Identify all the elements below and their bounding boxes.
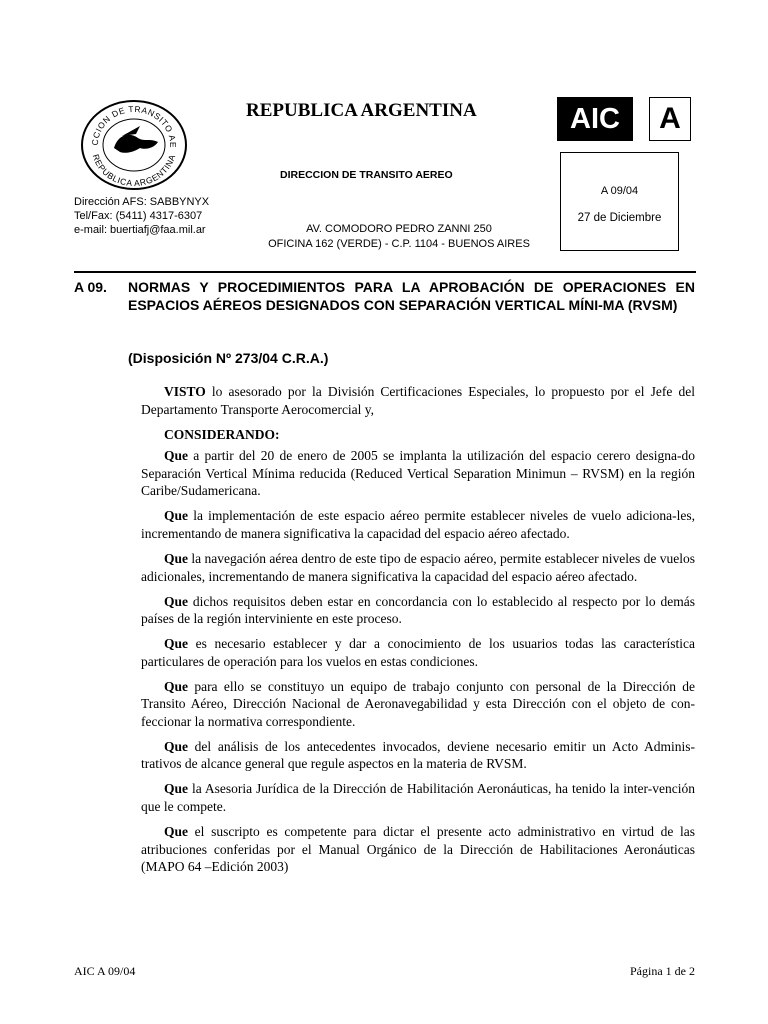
- header-divider: [74, 271, 696, 273]
- document-body: [141, 383, 695, 883]
- que-paragraph: Que el suscripto es competente para dictar el presente acto administrativo en virtud de las atribuciones conferidas por el Manual Orgánico de la Dirección de Habilitaciones Aeronáuticas (MAPO 64 –Edición 2003): [141, 823, 695, 875]
- que-paragraph: Que es necesario establecer y dar a conocimiento de los usuarios todas las característica particulares de operación para los vuelos en estas condiciones.: [141, 636, 695, 669]
- logo-bottom-text: REPUBLICA ARGENTINA: [90, 152, 178, 189]
- issue-date: 27 de Diciembre: [577, 212, 662, 224]
- issue-number: A 09/04: [600, 185, 639, 197]
- considerando-heading: CONSIDERANDO:: [164, 426, 280, 442]
- contact-afs: Dirección AFS: SABBYNYX: [74, 196, 210, 208]
- address-line-1: AV. COMODORO PEDRO ZANNI 250: [306, 223, 492, 235]
- que-paragraph: Que a partir del 20 de enero de 2005 se implanta la utilización del espacio cerero designa-do Separación Vertical Mínima reducida (Reduced Vertical Separation Minimun – RVSM) en la región Caribe/Sudamericana.: [141, 448, 695, 499]
- section-title: NORMAS Y PROCEDIMIENTOS PARA LA APROBACIÓN DE OPERACIONES EN ESPACIOS AÉREOS DESIGNADOS CON SEPARACIÓN VERTICAL MÍNI-MA (RVSM): [128, 279, 695, 313]
- address-block: [258, 222, 540, 251]
- contact-block: [74, 195, 209, 237]
- footer-document-id: AIC A 09/04: [74, 964, 136, 978]
- disposition-reference: (Disposición Nº 273/04 C.R.A.): [128, 350, 329, 366]
- que-paragraph: Que dichos requisitos deben estar en concordancia con lo establecido al respecto por lo demás países de la región interviniente en este proceso.: [141, 593, 695, 627]
- que-paragraph: Que la navegación aérea dentro de este tipo de espacio aéreo, permite establecer niveles de vuelos adicionales, incrementando de manera significativa la capacidad del espacio aéreo afectado.: [141, 550, 695, 584]
- que-paragraph: Que del análisis de los antecedentes invocados, deviene necesario emitir un Acto Adminis-trativos de alcance general que regule aspectos en la materia de RVSM.: [141, 738, 695, 772]
- page-title: REPUBLICA ARGENTINA: [246, 100, 477, 121]
- footer-page-number: Página 1 de 2: [630, 964, 695, 978]
- department-subtitle: DIRECCION DE TRANSITO AEREO: [280, 169, 453, 181]
- aic-badge: AIC: [557, 97, 633, 141]
- contact-email: e-mail: buertiafj@faa.mil.ar: [74, 224, 206, 236]
- visto-keyword: VISTO: [164, 384, 206, 399]
- contact-telfax: Tel/Fax: (5411) 4317-6307: [74, 210, 203, 222]
- visto-text: lo asesorado por la División Certificaciones Especiales, lo propuesto por el Jefe del Departamento Transporte Aerocomercial y,: [141, 384, 695, 417]
- address-line-2: OFICINA 162 (VERDE) - C.P. 1104 - BUENOS AIRES: [268, 237, 530, 250]
- series-badge: A: [649, 97, 691, 141]
- visto-paragraph: [141, 383, 695, 418]
- logo-top-text: CCION DE TRANSITO AE: [89, 103, 179, 149]
- que-paragraph: Que la implementación de este espacio aéreo permite establecer niveles de vuelo adiciona-les, incrementando de manera significativa la capacidad del espacio aéreo afectado.: [141, 508, 695, 541]
- issue-info-box: [560, 152, 679, 251]
- dta-logo: [78, 98, 190, 192]
- section-number: A 09.: [74, 279, 107, 295]
- que-paragraph: Que la Asesoria Jurídica de la Dirección de Habilitación Aeronáuticas, ha tenido la inter-vención que le compete.: [141, 781, 695, 814]
- que-paragraph: Que para ello se constituyo un equipo de trabajo conjunto con personal de la Dirección de Transito Aéreo, Dirección Nacional de Aeronavegabilidad y esta Dirección con el objeto de con-feccionar la normativa correspondiente.: [141, 678, 695, 729]
